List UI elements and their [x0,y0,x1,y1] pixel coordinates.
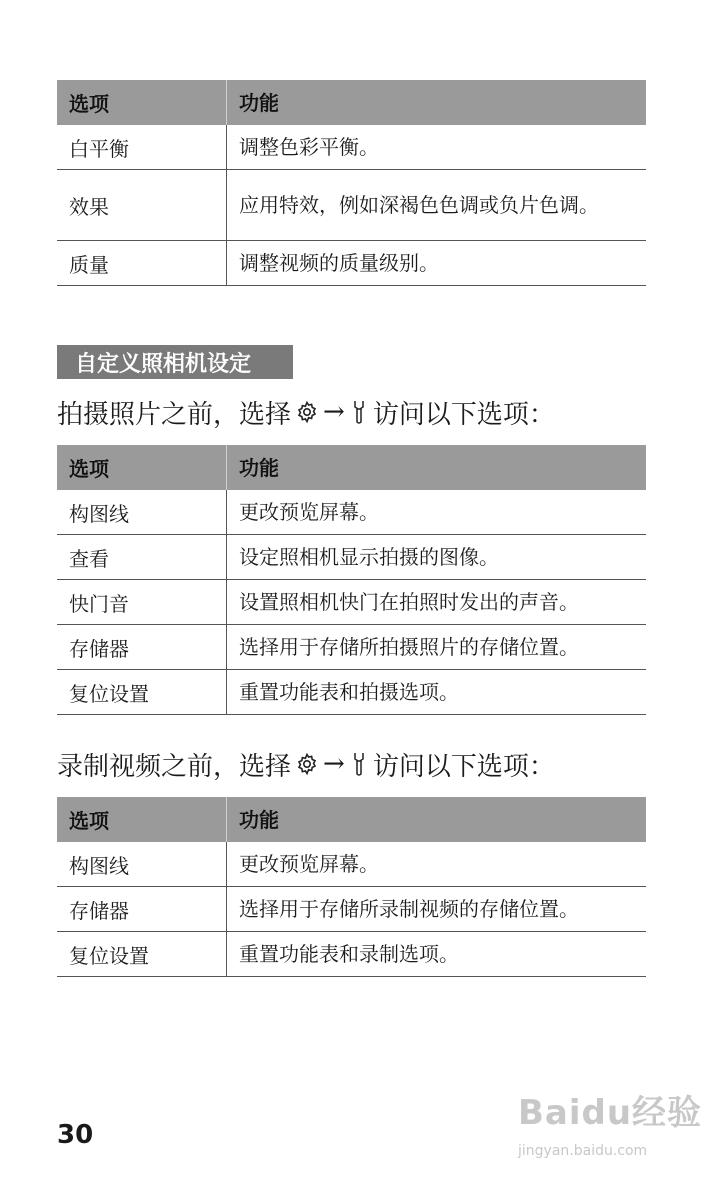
function-cell: 更改预览屏幕。 [239,500,379,524]
table-header [57,797,646,842]
intro-text-before: 录制视频之前，选择 [57,751,292,782]
function-cell: 调整色彩平衡。 [239,135,379,159]
table-row [57,580,646,625]
table-row [57,670,646,715]
column-header-option: 选项 [57,80,227,125]
table-row [57,932,646,977]
option-cell: 快门音 [57,580,227,624]
function-cell: 设定照相机显示拍摄的图像。 [239,545,499,569]
function-cell: 重置功能表和拍摄选项。 [239,680,459,704]
option-cell: 质量 [57,241,227,285]
function-cell: 重置功能表和录制选项。 [239,942,459,966]
column-header-function: 功能 [239,807,279,832]
option-cell: 构图线 [57,842,227,886]
column-header-function: 功能 [239,90,279,115]
table-row [57,170,646,241]
column-header-option: 选项 [57,797,227,842]
gear-icon [295,400,319,424]
function-cell: 选择用于存储所拍摄照片的存储位置。 [239,635,579,659]
option-cell: 查看 [57,535,227,579]
option-cell: 存储器 [57,625,227,669]
option-cell: 构图线 [57,490,227,534]
video-intro-line [57,744,555,784]
table-header [57,80,646,125]
table-row [57,842,646,887]
option-cell: 复位设置 [57,932,227,976]
function-cell: 选择用于存储所录制视频的存储位置。 [239,897,579,921]
intro-text-after: 访问以下选项： [372,751,555,782]
section-title: 自定义照相机设定 [57,345,293,379]
wrench-icon [349,751,369,777]
wrench-icon [349,399,369,425]
option-cell: 白平衡 [57,125,227,169]
page-number: 30 [57,1120,94,1150]
column-header-function: 功能 [239,455,279,480]
option-cell: 复位设置 [57,670,227,714]
table-1 [57,80,646,286]
watermark-brand: Baidu经验 [518,1093,703,1133]
column-header-option: 选项 [57,445,227,490]
table-row [57,125,646,170]
option-cell: 效果 [57,170,227,240]
watermark [518,1085,703,1159]
gear-icon [295,752,319,776]
table-row [57,887,646,932]
intro-text-after: 访问以下选项： [372,399,555,430]
function-cell: 设置照相机快门在拍照时发出的声音。 [239,590,579,614]
function-cell: 调整视频的质量级别。 [239,251,439,275]
option-cell: 存储器 [57,887,227,931]
function-cell: 更改预览屏幕。 [239,852,379,876]
table-2 [57,445,646,715]
table-row [57,535,646,580]
watermark-url: jingyan.baidu.com [518,1143,648,1159]
arrow-glyph: → [323,397,345,427]
arrow-glyph: → [323,749,345,779]
table-3 [57,797,646,977]
table-row [57,490,646,535]
table-row [57,625,646,670]
function-cell: 应用特效，例如深褐色色调或负片色调。 [239,193,599,217]
table-header [57,445,646,490]
intro-text-before: 拍摄照片之前，选择 [57,399,292,430]
photo-intro-line [57,392,555,432]
table-row [57,241,646,286]
